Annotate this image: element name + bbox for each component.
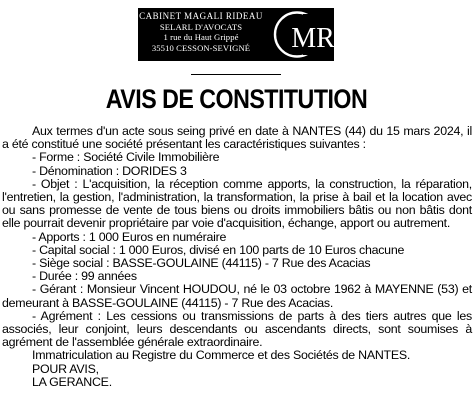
mr-monogram-icon [273,10,335,59]
logo-firm-name: CABINET MAGALI RIDEAU [139,11,263,21]
immatriculation-line: Immatriculation au Registre du Commerce et des Sociétés de NANTES. [32,348,411,363]
signature-line: LA GERANCE. [32,374,112,389]
capital-line: - Capital social : 1 000 Euros, divisé en 100 parts de 10 Euros chacune [32,242,405,257]
objet-paragraph: - Objet : L'acquisition, la réception comme apports, la construction, la réparation, l'entretien, la gestion, l'administration, la transformation, la prise à bail et la location avec ou sans promesse de vente de tous biens ou droits immobiliers bâtis ou non bâtis dont elle pourrait devenir propriétaire par voie d'acquisition, échange, apport ou autrement. [2,176,472,231]
divider [191,74,281,75]
siege-line: - Siège social : BASSE-GOULAINE (44115) - 7 Rue des Acacias [32,256,371,271]
logo-firm-type: SELARL D'AVOCATS [159,21,243,32]
pour-avis-line: POUR AVIS, [32,361,99,376]
monogram-letters: MR [291,23,335,54]
duree-line: - Durée : 99 années [32,269,137,284]
notice-body [2,125,472,389]
agrement-paragraph: - Agrément : Les cessions ou transmissions de parts à des tiers autres que les associés, leur conjoint, leurs descendants ou ascendants directs, sont soumises à agrément de l'assemblée générale extraordinaire. [2,308,472,350]
intro-paragraph: Aux termes d'un acte sous seing privé en date à NANTES (44) du 15 mars 2024, il a été constitué une société présentant les caractéristiques suivantes : [2,124,472,152]
gerant-paragraph: - Gérant : Monsieur Vincent HOUDOU, né le 03 octobre 1962 à MAYENNE (53) et demeurant à BASSE-GOULAINE (44115) - 7 Rue des Acacias. [2,282,472,310]
notice-title: AVIS DE CONSTITUTION [105,84,368,114]
logo-street: 1 rue du Haut Grippé [163,32,239,43]
logo-text [138,11,264,53]
denomination-line: - Dénomination : DORIDES 3 [32,163,187,178]
apports-line: - Apports : 1 000 Euros en numéraire [32,229,227,244]
logo-city: 35510 CESSON-SEVIGNÉ [151,42,251,53]
law-firm-logo [138,8,334,61]
forme-line: - Forme : Société Civile Immobilière [32,150,220,165]
